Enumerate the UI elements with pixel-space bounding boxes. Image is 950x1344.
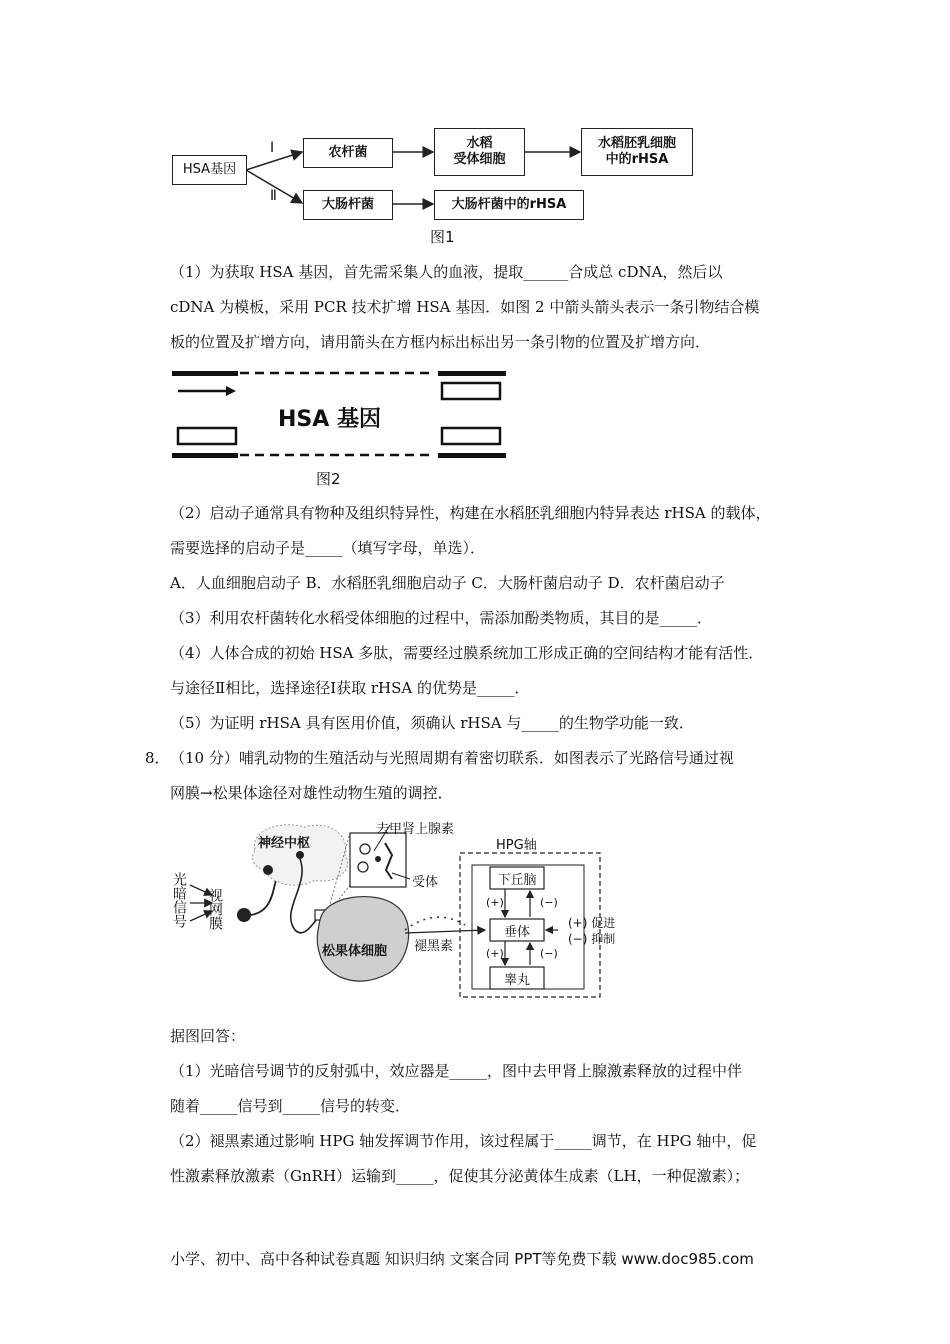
retina-label: 视网膜: [207, 888, 223, 930]
q8-number: 8．: [145, 749, 170, 767]
plus-sign-lower: (+): [486, 947, 504, 960]
answer-box-left[interactable]: [178, 428, 236, 444]
q8-stem-line1: （10 分）哺乳动物的生殖活动与光照周期有着密切联系．如图表示了光路信号通过视: [170, 749, 734, 767]
q7-part1-line1: （1）为获取 HSA 基因，首先需采集人的血液，提取______合成总 cDNA，然后以: [170, 263, 723, 281]
route-2-label: Ⅱ: [270, 188, 277, 204]
q8-part2-line2: 性激素释放激素（GnRH）运输到_____，促使其分泌黄体生成素（LH，一种促激素）；: [170, 1167, 750, 1185]
hpg-axis-label: HPG轴: [496, 838, 537, 853]
legend-inhibit: (−) 抑制: [568, 932, 616, 946]
q7-part4-line1: （4）人体合成的初始 HSA 多肽，需要经过膜系统加工形成正确的空间结构才能有活性．: [170, 644, 764, 662]
q7-part3: （3）利用农杆菌转化水稻受体细胞的过程中，需添加酚类物质，其目的是_____．: [170, 609, 713, 627]
q7-part1-line2: cDNA 为模板，采用 PCR 技术扩增 HSA 基因．如图 2 中箭头箭头表示一条引物结合模: [170, 298, 760, 316]
minus-sign-upper: (−): [540, 896, 558, 909]
legend-promote: (+) 促进: [568, 916, 616, 930]
pineal-gland: [317, 897, 408, 982]
plus-sign-upper: (+): [486, 896, 504, 909]
figure-3-graphic: [160, 815, 680, 1005]
q8-part2-line1: （2）褪黑素通过影响 HPG 轴发挥调节作用，该过程属于_____调节，在 HPG 轴中，促: [170, 1132, 757, 1150]
hsa-gene-box: HSA基因: [172, 155, 247, 185]
receptor-label: 受体: [412, 875, 439, 890]
q7-part2-line2: 需要选择的启动子是_____（填写字母，单选）．: [170, 539, 486, 557]
testis-label: 睾丸: [503, 973, 530, 988]
ecoli-rhsa-box: 大肠杆菌中的rHSA: [434, 190, 584, 220]
minus-sign-lower: (−): [540, 947, 558, 960]
figure-1-caption: 图1: [430, 228, 455, 246]
rice-receptor-cell-box: 水稻 受体细胞: [434, 128, 525, 176]
q7-part2-line1: （2）启动子通常具有物种及组织特异性，构建在水稻胚乳细胞内特异表达 rHSA 的载体，: [170, 504, 771, 522]
hypothalamus-label: 下丘脑: [497, 873, 537, 888]
hsa-gene-label: HSA 基因: [278, 407, 381, 432]
answer-box-top-right[interactable]: [442, 383, 500, 399]
melatonin-label: 褪黑素: [414, 939, 454, 954]
neural-center-label: 神经中枢: [258, 836, 311, 851]
q7-part5: （5）为证明 rHSA 具有医用价值，须确认 rHSA 与_____的生物学功能一致．: [170, 714, 694, 732]
q7-part1-line3: 板的位置及扩增方向，请用箭头在方框内标出标出另一条引物的位置及扩增方向．: [170, 333, 711, 351]
agrobacterium-box: 农杆菌: [303, 138, 393, 168]
norepinephrine-label: 去甲肾上腺素: [376, 822, 455, 837]
q8-part1-line2: 随着_____信号到_____信号的转变．: [170, 1097, 411, 1115]
q7-part4-line2: 与途径Ⅱ相比，选择途径Ⅰ获取 rHSA 的优势是_____．: [170, 679, 530, 697]
eye-icon: [237, 908, 251, 922]
figure-2-caption: 图2: [316, 470, 341, 488]
pineal-cell-label: 松果体细胞: [322, 944, 388, 959]
pituitary-label: 垂体: [503, 925, 530, 940]
q8-answer-lead: 据图回答：: [170, 1027, 246, 1045]
rice-endosperm-rhsa-box: 水稻胚乳细胞 中的rHSA: [581, 128, 693, 176]
page-footer: 小学、初中、高中各种试卷真题 知识归纳 文案合同 PPT等免费下载 www.doc985.com: [170, 1250, 754, 1268]
ecoli-box: 大肠杆菌: [303, 190, 393, 220]
q8-stem-line2: 网膜→松果体途径对雄性动物生殖的调控．: [170, 784, 453, 802]
light-signal-label: 光暗信号: [171, 872, 187, 928]
route-1-label: Ⅰ: [270, 140, 275, 156]
q7-options: A．人血细胞启动子 B．水稻胚乳细胞启动子 C．大肠杆菌启动子 D．农杆菌启动子: [170, 574, 725, 592]
q8-part1-line1: （1）光暗信号调节的反射弧中，效应器是_____，图中去甲肾上腺激素释放的过程中伴: [170, 1062, 743, 1080]
answer-box-bottom-right[interactable]: [442, 428, 500, 444]
